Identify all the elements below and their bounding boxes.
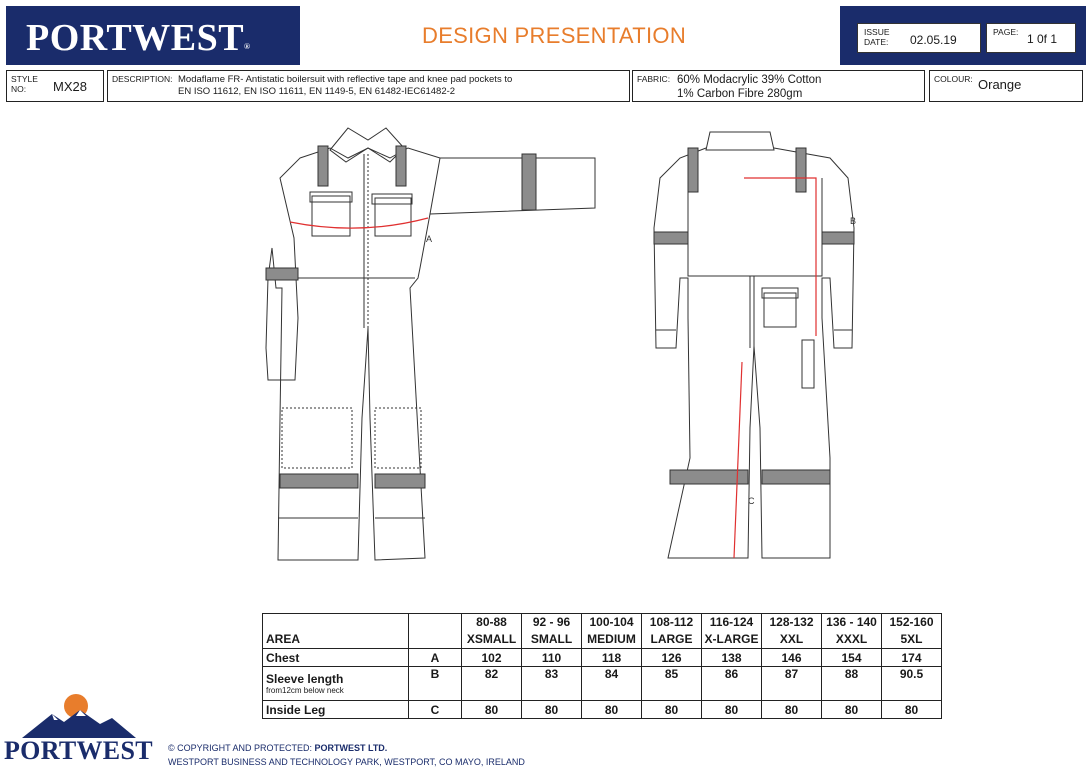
table-row bbox=[263, 701, 942, 719]
fabric-box bbox=[632, 70, 925, 102]
row-name: Inside Leg bbox=[263, 701, 409, 719]
table-cell: 82 bbox=[462, 667, 522, 701]
table-cell: 102 bbox=[462, 649, 522, 667]
row-code: C bbox=[409, 701, 462, 719]
table-cell: 126 bbox=[642, 649, 702, 667]
table-cell: 88 bbox=[822, 667, 882, 701]
style-number-box bbox=[6, 70, 104, 102]
copyright-notice: © COPYRIGHT AND PROTECTED: PORTWEST LTD. WESTPORT BUSINESS AND TECHNOLOGY PARK, WESTPORT, CO MAYO, IRELAND bbox=[168, 743, 525, 767]
garment-technical-drawing bbox=[250, 118, 910, 578]
size-range: 80-88 bbox=[462, 614, 522, 631]
page-number-box bbox=[986, 23, 1076, 53]
page-value: 1 0f 1 bbox=[1027, 32, 1058, 46]
table-cell: 80 bbox=[522, 701, 582, 719]
size-name: XSMALL bbox=[462, 631, 522, 649]
fabric-label: FABRIC: bbox=[637, 74, 671, 84]
table-cell: 154 bbox=[822, 649, 882, 667]
colour-box bbox=[929, 70, 1083, 102]
front-view bbox=[266, 128, 595, 560]
marker-c-label: C bbox=[748, 496, 755, 506]
size-name: XXL bbox=[762, 631, 822, 649]
footer-brand: PORTWEST bbox=[4, 736, 153, 765]
description-label: DESCRIPTION: bbox=[112, 74, 173, 84]
table-cell: 90.5 bbox=[882, 667, 942, 701]
table-cell: 146 bbox=[762, 649, 822, 667]
table-cell: 80 bbox=[462, 701, 522, 719]
table-row bbox=[263, 649, 942, 667]
brand-logo: PORTWEST® bbox=[26, 17, 251, 59]
size-name: 5XL bbox=[882, 631, 942, 649]
table-row bbox=[263, 667, 942, 701]
size-range: 92 - 96 bbox=[522, 614, 582, 631]
table-cell: 118 bbox=[582, 649, 642, 667]
size-range: 152-160 bbox=[882, 614, 942, 631]
size-name: X-LARGE bbox=[702, 631, 762, 649]
table-cell: 138 bbox=[702, 649, 762, 667]
size-name: LARGE bbox=[642, 631, 702, 649]
table-cell: 80 bbox=[702, 701, 762, 719]
table-cell: 87 bbox=[762, 667, 822, 701]
issue-date-box bbox=[857, 23, 981, 53]
table-cell: 83 bbox=[522, 667, 582, 701]
size-range: 100-104 bbox=[582, 614, 642, 631]
size-range-row bbox=[263, 614, 942, 631]
style-value: MX28 bbox=[53, 79, 87, 94]
table-cell: 80 bbox=[822, 701, 882, 719]
issue-date-value: 02.05.19 bbox=[910, 33, 957, 47]
size-range: 116-124 bbox=[702, 614, 762, 631]
size-chart-table bbox=[262, 613, 942, 719]
page-label: PAGE: bbox=[993, 27, 1019, 37]
colour-value: Orange bbox=[978, 77, 1022, 92]
size-name: SMALL bbox=[522, 631, 582, 649]
size-name: MEDIUM bbox=[582, 631, 642, 649]
description-box bbox=[107, 70, 630, 102]
company-address: WESTPORT BUSINESS AND TECHNOLOGY PARK, WESTPORT, CO MAYO, IRELAND bbox=[168, 757, 525, 767]
colour-label: COLOUR: bbox=[934, 74, 973, 84]
table-cell: 174 bbox=[882, 649, 942, 667]
back-view bbox=[654, 132, 857, 558]
page-title: DESIGN PRESENTATION bbox=[300, 6, 840, 65]
table-cell: 80 bbox=[762, 701, 822, 719]
table-cell: 86 bbox=[702, 667, 762, 701]
table-cell: 80 bbox=[642, 701, 702, 719]
marker-b-label: B bbox=[850, 216, 857, 226]
header-bar bbox=[6, 6, 1086, 65]
fabric-text: 60% Modacrylic 39% Cotton 1% Carbon Fibre 280gm bbox=[677, 74, 822, 100]
marker-a-label: A bbox=[426, 234, 433, 244]
issue-date-label: ISSUE DATE: bbox=[864, 27, 890, 47]
row-name: Chest bbox=[263, 649, 409, 667]
table-cell: 80 bbox=[582, 701, 642, 719]
size-name: XXXL bbox=[822, 631, 882, 649]
size-range: 136 - 140 bbox=[822, 614, 882, 631]
size-range: 108-112 bbox=[642, 614, 702, 631]
area-header: AREA bbox=[263, 631, 409, 649]
table-cell: 85 bbox=[642, 667, 702, 701]
table-cell: 80 bbox=[882, 701, 942, 719]
row-code: B bbox=[409, 667, 462, 701]
size-name-row bbox=[263, 631, 942, 649]
table-cell: 110 bbox=[522, 649, 582, 667]
row-name-cell bbox=[263, 667, 409, 701]
row-name: Sleeve length bbox=[266, 671, 344, 686]
size-range: 128-132 bbox=[762, 614, 822, 631]
row-code: A bbox=[409, 649, 462, 667]
style-label: STYLE NO: bbox=[11, 74, 38, 94]
row-note: from12cm below neck bbox=[266, 685, 344, 695]
table-cell: 84 bbox=[582, 667, 642, 701]
description-text: Modaflame FR- Antistatic boilersuit with reflective tape and knee pad pockets to EN ISO 11612, EN ISO 11611, EN 1149-5, EN 61482-IEC61482-2 bbox=[178, 74, 513, 97]
front-reflective-tape bbox=[266, 146, 536, 488]
